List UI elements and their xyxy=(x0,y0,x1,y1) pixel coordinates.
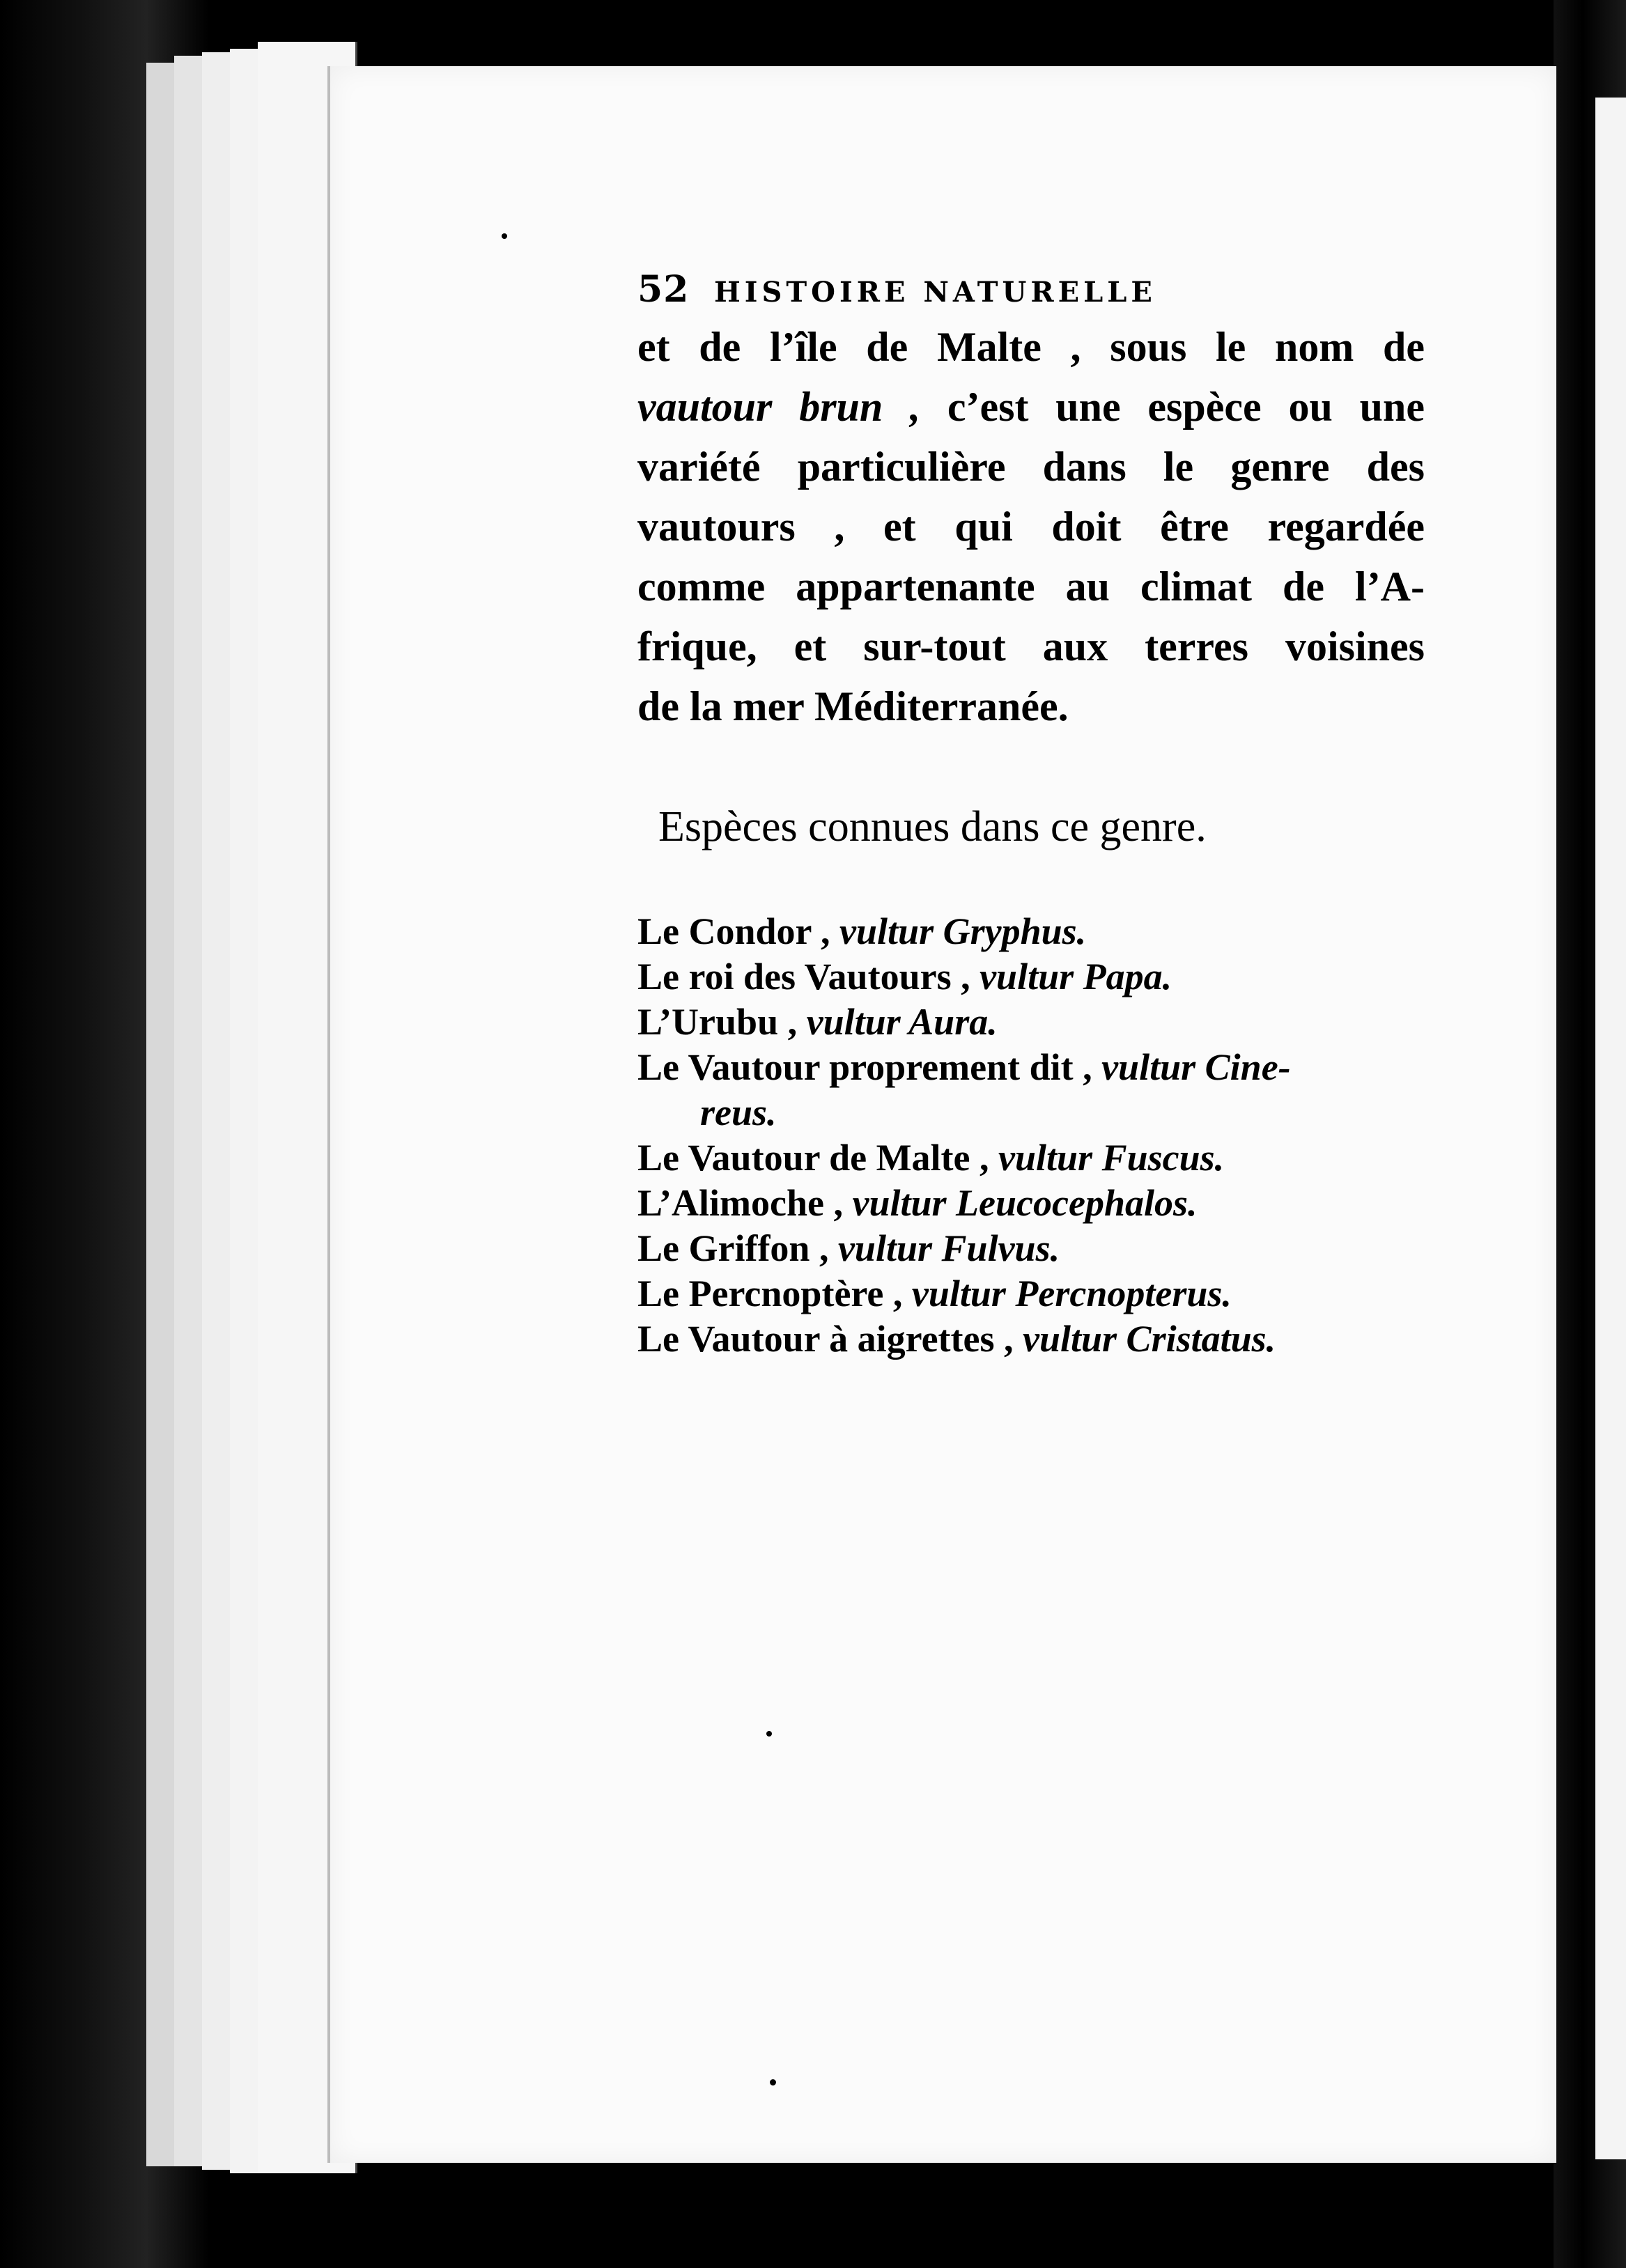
ink-speck xyxy=(770,2079,776,2086)
page-number: 52 xyxy=(637,268,690,311)
ink-speck xyxy=(766,1731,772,1737)
species-latin-name: vultur Gryphus. xyxy=(839,910,1087,952)
paragraph-line-text: c’est une espèce ou une xyxy=(920,384,1425,430)
species-common-name: Le roi des Vautours , xyxy=(637,956,970,997)
facing-page-edge xyxy=(1595,98,1626,2159)
species-common-name: Le Condor , xyxy=(637,910,830,952)
list-item xyxy=(637,1135,1425,1181)
species-latin-name: vultur Cine- xyxy=(1101,1046,1291,1088)
list-item xyxy=(637,909,1425,954)
list-item xyxy=(637,954,1425,1000)
species-common-name: Le Vautour proprement dit , xyxy=(637,1046,1092,1088)
species-common-name: Le Vautour à aigrettes , xyxy=(637,1318,1014,1360)
paragraph-line xyxy=(637,377,1425,437)
ink-speck xyxy=(502,233,507,239)
page-content xyxy=(637,268,1425,1362)
species-common-name: Le Vautour de Malte , xyxy=(637,1137,989,1179)
species-latin-name: vultur Papa. xyxy=(980,956,1172,997)
paragraph-line: et de l’île de Malte , sous le nom de xyxy=(637,324,1425,370)
list-item xyxy=(637,1181,1425,1226)
species-latin-name: vultur Fuscus. xyxy=(998,1137,1225,1179)
list-item xyxy=(637,1271,1425,1316)
list-item xyxy=(637,1316,1425,1362)
list-item xyxy=(637,1000,1425,1045)
body-paragraph xyxy=(637,317,1425,736)
species-latin-name: vultur Cristatus. xyxy=(1023,1318,1276,1360)
species-latin-name: vultur Fulvus. xyxy=(837,1227,1060,1269)
species-latin-name: reus. xyxy=(700,1092,777,1133)
page-header xyxy=(637,268,1425,317)
species-latin-name: vultur Leucocephalos. xyxy=(852,1182,1198,1224)
species-common-name: Le Percnoptère , xyxy=(637,1273,903,1314)
species-latin-name: vultur Percnopterus. xyxy=(911,1273,1232,1314)
list-item-continuation xyxy=(637,1090,1425,1135)
paragraph-line: variété particulière dans le genre des xyxy=(637,444,1425,490)
paragraph-line: comme appartenante au climat de l’A- xyxy=(637,564,1425,609)
running-head: HISTOIRE NATURELLE xyxy=(714,276,1156,309)
italic-term: vautour brun , xyxy=(637,384,921,430)
paragraph-line: de la mer Méditerranée. xyxy=(637,683,1069,729)
paragraph-line: frique, et sur-tout aux terres voisines xyxy=(637,623,1425,669)
species-latin-name: vultur Aura. xyxy=(806,1001,998,1043)
species-common-name: Le Griffon , xyxy=(637,1227,829,1269)
species-list xyxy=(637,909,1425,1362)
paragraph-line: vautours , et qui doit être regardée xyxy=(637,504,1425,550)
list-item xyxy=(637,1226,1425,1271)
species-common-name: L’Alimoche , xyxy=(637,1182,843,1224)
species-common-name: L’Urubu , xyxy=(637,1001,798,1043)
list-item xyxy=(637,1045,1425,1090)
section-heading: Espèces connues dans ce genre. xyxy=(658,803,1207,850)
